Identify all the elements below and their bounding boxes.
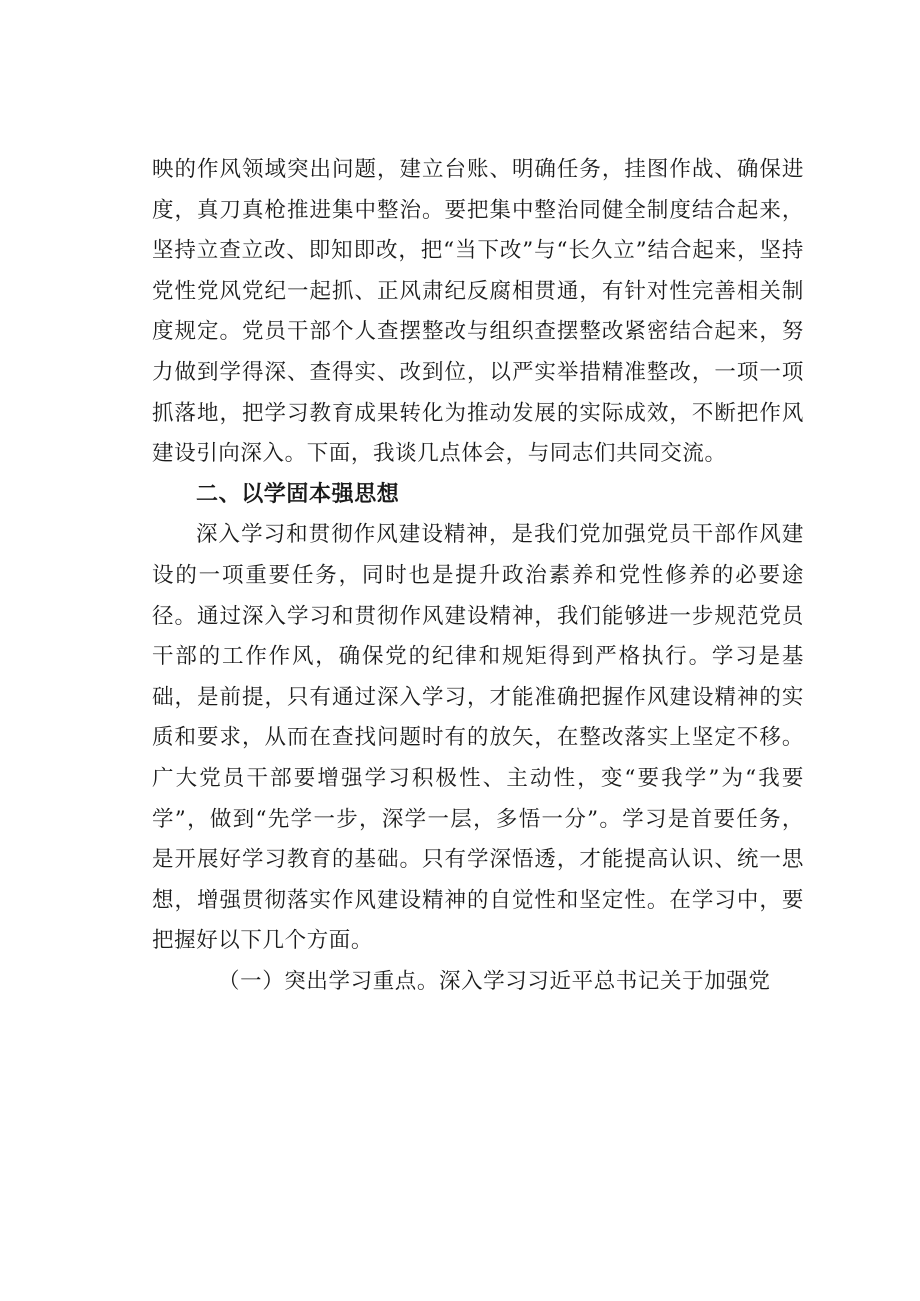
section-heading: 二、以学固本强思想 [196,481,400,507]
subsection-paragraph: （一）突出学习重点。深入学习习近平总书记关于加强党 [218,968,771,994]
document-body [152,150,804,1002]
continuation-paragraph: 映的作风领域突出问题，建立台账、明确任务，挂图作战、确保进度，真刀真枪推进集中整治。要把集中整治同健全制度结合起来，坚持立查立改、即知即改，把“当下改”与“长久立”结合起来，坚持党性党风党纪一起抓、正风肃纪反腐相贯通，有针对性完善相关制度规定。党员干部个人查摆整改与组织查摆整改紧密结合起来，努力做到学得深、查得实、改到位，以严实举措精准整改，一项一项抓落地，把学习教育成果转化为推动发展的实际成效，不断把作风建设引向深入。下面，我谈几点体会，与同志们共同交流。 [152,157,804,467]
section-paragraph: 深入学习和贯彻作风建设精神，是我们党加强党员干部作风建设的一项重要任务，同时也是提升政治素养和党性修养的必要途径。通过深入学习和贯彻作风建设精神，我们能够进一步规范党员干部的工作作风，确保党的纪律和规矩得到严格执行。学习是基础，是前提，只有通过深入学习，才能准确把握作风建设精神的实质和要求，从而在查找问题时有的放矢，在整改落实上坚定不移。广大党员干部要增强学习积极性、主动性，变“要我学”为“我要学”，做到“先学一步，深学一层，多悟一分”。学习是首要任务，是开展好学习教育的基础。只有学深悟透，才能提高认识、统一思想，增强贯彻落实作风建设精神的自觉性和坚定性。在学习中，要把握好以下几个方面。 [152,522,804,954]
